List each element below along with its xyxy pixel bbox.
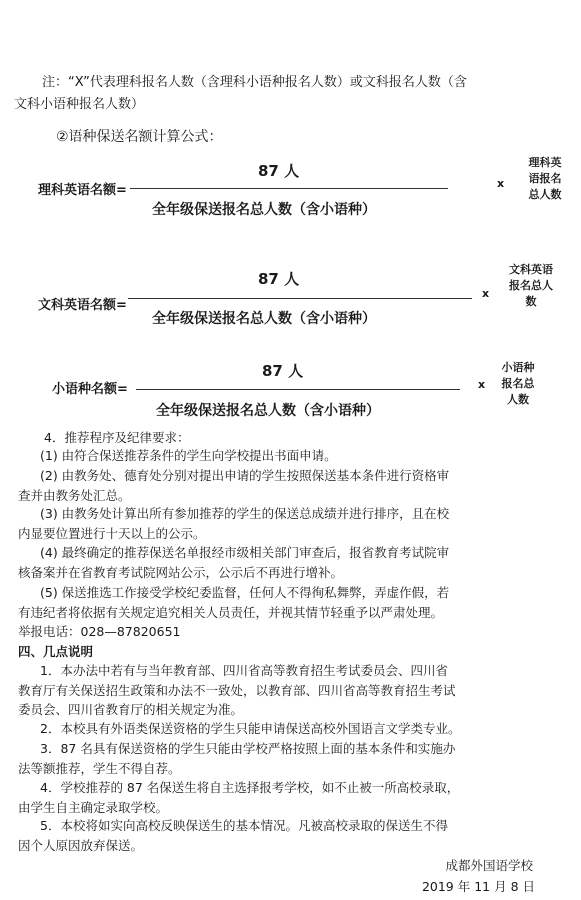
formula-numerator: 87 人 xyxy=(258,162,300,180)
formula-label: 小语种名额= xyxy=(52,382,128,397)
procedure-item-1: (1) 由符合保送推荐条件的学生向学校提出书面申请。 xyxy=(40,448,337,463)
fraction-line xyxy=(128,298,472,299)
note-item-3: 3．87 名具有保送资格的学生只能由学校严格按照上面的基本条件和实施办 法等额推荐，学生不得自荐。 xyxy=(18,741,456,776)
formula-multiplier: 小语种 报名总 人数 xyxy=(501,361,535,406)
formula-numerator: 87 人 xyxy=(262,362,304,380)
formula-denominator: 全年级保送报名总人数（含小语种） xyxy=(152,202,376,218)
note-line-2: 文科小语种报名人数） xyxy=(14,97,145,112)
formula-numerator: 87 人 xyxy=(258,270,300,288)
note-item-5: 5．本校将如实向高校反映保送生的基本情况。凡被高校录取的保送生不得 因个人原因放弃保送。 xyxy=(18,818,448,853)
procedure-item-3: (3) 由教务处计算出所有参加推荐的学生的保送总成绩并进行排序，且在校 内显要位置进行十天以上的公示。 xyxy=(18,506,450,541)
multiply-sign: x xyxy=(482,287,490,300)
signature-date: 2019 年 11 月 8 日 xyxy=(421,879,535,894)
note-item-2: 2．本校具有外语类保送资格的学生只能申请保送高校外国语言文学类专业。 xyxy=(40,721,461,736)
note-line-1: 注：“X”代表理科报名人数（含理科小语种报名人数）或文科报名人数（含 xyxy=(42,75,467,90)
procedure-title: 4．推荐程序及纪律要求： xyxy=(44,430,190,445)
formula-multiplier: 文科英语 报名总人 数 xyxy=(509,263,553,308)
signature-school: 成都外国语学校 xyxy=(445,858,533,873)
multiply-sign: x xyxy=(478,378,486,391)
note-item-1: 1．本办法中若有与当年教育部、四川省高等教育招生考试委员会、四川省 教育厅有关保送招生政策和办法不一致处，以教育部、四川省高等教育招生考试 委员会、四川省教育厅的相关规定为准。 xyxy=(18,663,456,717)
procedure-item-4: (4) 最终确定的推荐保送名单报经市级相关部门审查后，报省教育考试院审 核备案并在省教育考试院网站公示，公示后不再进行增补。 xyxy=(18,545,450,580)
procedure-item-2: (2) 由教务处、德育处分别对提出申请的学生按照保送基本条件进行资格审 查并由教务处汇总。 xyxy=(18,468,450,503)
note-item-4: 4．学校推荐的 87 名保送生将自主选择报考学校，如不止被一所高校录取， 由学生自主确定录取学校。 xyxy=(18,780,460,815)
formula-multiplier: 理科英 语报名 总人数 xyxy=(528,156,562,201)
multiply-sign: x xyxy=(497,177,505,190)
section-title: 四、几点说明 xyxy=(18,644,94,659)
formula-denominator: 全年级保送报名总人数（含小语种） xyxy=(152,311,376,327)
formula-label: 理科英语名额= xyxy=(38,183,127,198)
fraction-line xyxy=(136,389,460,390)
formula-denominator: 全年级保送报名总人数（含小语种） xyxy=(156,403,380,419)
procedure-item-5: (5) 保送推选工作接受学校纪委监督，任何人不得徇私舞弊，弄虚作假，若 有违纪者将依据有关规定追究相关人员责任，并视其情节轻重予以严肃处理。 xyxy=(18,585,450,620)
formula-label: 文科英语名额= xyxy=(38,298,127,313)
formula-heading: ②语种保送名额计算公式： xyxy=(56,129,223,145)
report-hotline: 举报电话：028—87820651 xyxy=(18,624,181,639)
fraction-line xyxy=(130,188,448,189)
